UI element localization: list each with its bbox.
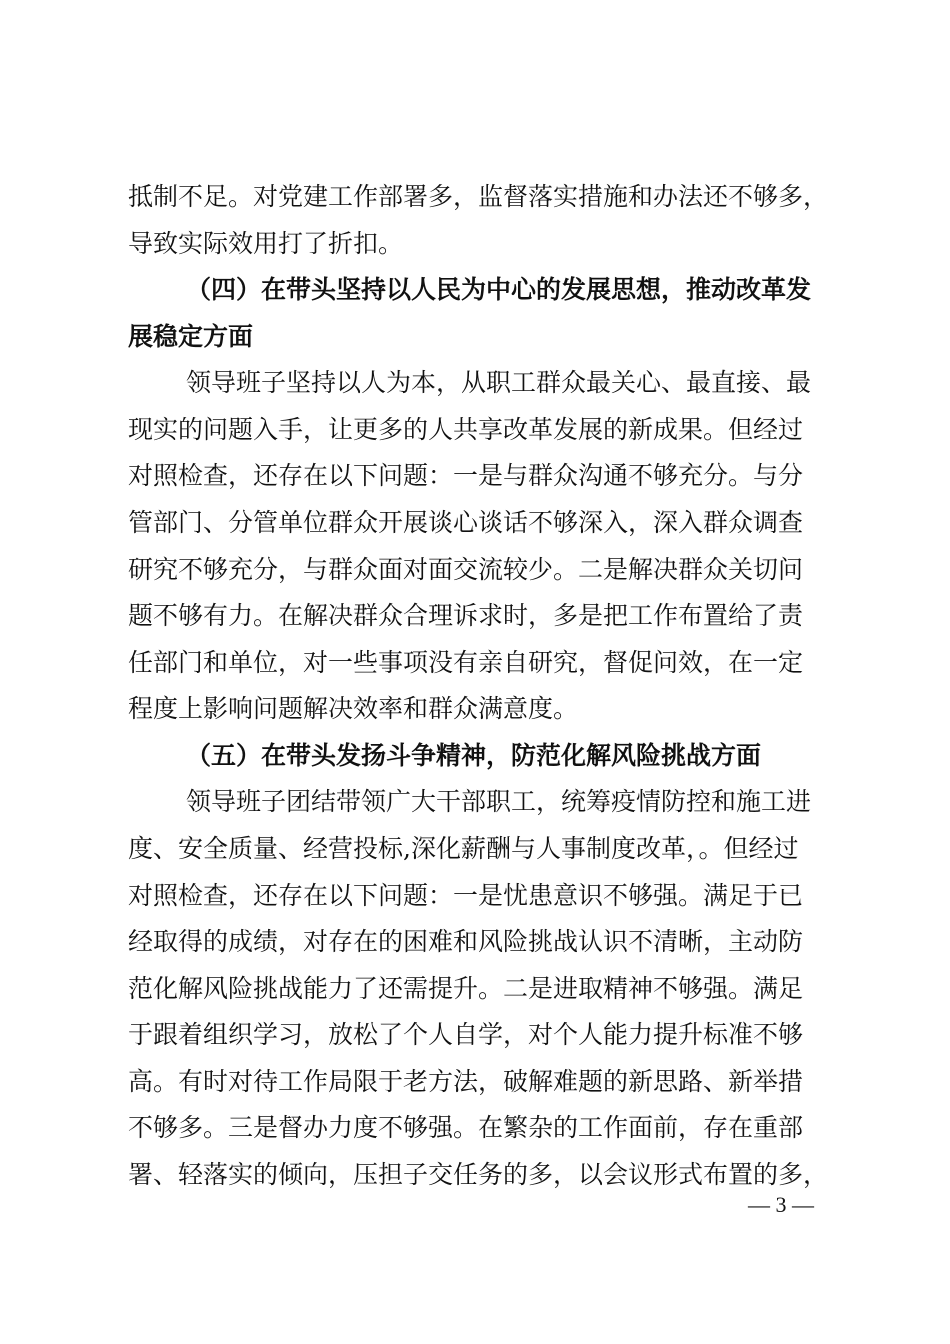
page-number: — 3 — [748,1192,814,1217]
text-line-content: 抵制不足。对党建工作部署多，监督落实措施和办法还不够多， [128,182,829,211]
text-line-content: 范化解风险挑战能力了还需提升。二是进取精神不够强。满足 [128,974,804,1003]
text-line-content: 经取得的成绩，对存在的困难和风险挑战认识不清晰，主动防 [128,927,804,956]
text-line-content: 不够多。三是督办力度不够强。在繁杂的工作面前，存在重部 [128,1113,804,1142]
text-line-content: 领导班子团结带领广大干部职工，统筹疫情防控和施工进 [186,787,812,816]
section-heading-text: 展稳定方面 [128,322,254,351]
text-line-content: 度、安全质量、经营投标,深化薪酬与人事制度改革，。但经过 [128,834,799,863]
text-line-content: 任部门和单位，对一些事项没有亲自研究，督促问效，在一定 [128,648,804,677]
section-heading-text: （四）在带头坚持以人民为中心的发展思想，推动改革发 [186,275,812,304]
text-line-content: 题不够有力。在解决群众合理诉求时，多是把工作布置给了责 [128,601,804,630]
text-line-content: 程度上影响问题解决效率和群众满意度。 [128,694,579,723]
text-line-content: 对照检查，还存在以下问题：一是忧患意识不够强。满足于已 [128,881,804,910]
text-line-content: 领导班子坚持以人为本，从职工群众最关心、最直接、最 [186,368,812,397]
text-line-content: 署、轻落实的倾向，压担子交任务的多，以会议形式布置的多， [128,1160,829,1189]
section-heading-text: （五）在带头发扬斗争精神，防范化解风险挑战方面 [186,741,762,770]
text-line-content: 现实的问题入手，让更多的人共享改革发展的新成果。但经过 [128,415,804,444]
text-line-content: 管部门、分管单位群众开展谈心谈话不够深入，深入群众调查 [128,508,804,537]
text-line-content: 导致实际效用打了折扣。 [128,229,404,258]
text-line-content: 对照检查，还存在以下问题：一是与群众沟通不够充分。与分 [128,461,804,490]
text-line-content: 高。有时对待工作局限于老方法，破解难题的新思路、新举措 [128,1067,804,1096]
text-line-content: 于跟着组织学习，放松了个人自学，对个人能力提升标准不够 [128,1020,804,1049]
text-line-content: 研究不够充分，与群众面对面交流较少。二是解决群众关切问 [128,555,804,584]
